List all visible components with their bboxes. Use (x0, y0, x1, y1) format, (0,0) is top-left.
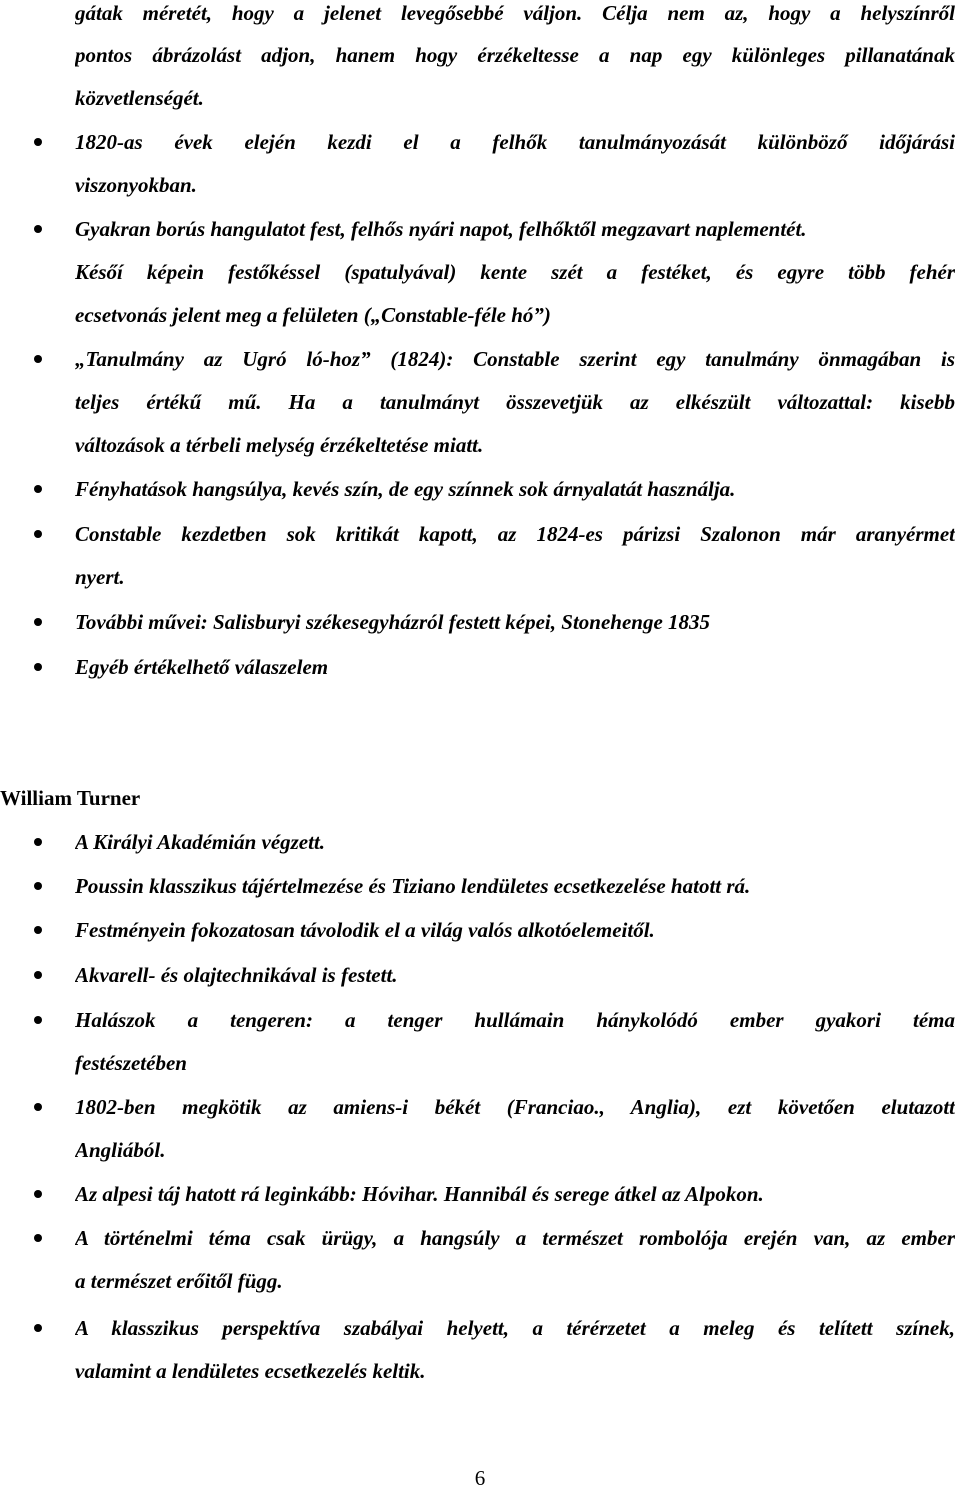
list-item-line: További művei: Salisburyi székesegyházról festett képei, Stonehenge 1835 (75, 610, 711, 634)
list-item-line: 1802-ben megkötik az amiens-i békét (Franciao., Anglia), ezt követően elutazott (75, 1095, 955, 1119)
list-item-line: Későí képein festőkéssel (spatulyával) kente szét a festéket, és egyre több fehér (75, 260, 955, 284)
bullet-icon (34, 971, 42, 979)
bullet-icon (34, 138, 42, 146)
list-item-line: Gyakran borús hangulatot fest, felhős nyári napot, felhőktől megzavart naplementét. (75, 217, 807, 241)
paragraph-line: gátak méretét, hogy a jelenet levegősebbé váljon. Célja nem az, hogy a helyszínről (75, 1, 955, 25)
list-item-line: viszonyokban. (75, 173, 197, 197)
bullet-icon (34, 1016, 42, 1024)
list-item-line: „Tanulmány az Ugró ló-hoz” (1824): Constable szerint egy tanulmány önmagában is (75, 347, 955, 371)
bullet-icon (34, 838, 42, 846)
list-item-line: Az alpesi táj hatott rá leginkább: Hóvihar. Hannibál és serege átkel az Alpokon. (75, 1182, 764, 1206)
bullet-icon (34, 663, 42, 671)
list-item-line: Akvarell- és olajtechnikával is festett. (75, 963, 398, 987)
list-item-line: A Királyi Akadémián végzett. (75, 830, 326, 854)
list-item-line: Festményein fokozatosan távolodik el a világ valós alkotóelemeitől. (75, 918, 655, 942)
list-item-line: Fényhatások hangsúlya, kevés szín, de egy színnek sok árnyalatát használja. (75, 477, 736, 501)
list-item-line: A klasszikus perspektíva szabályai helyett, a térérzetet a meleg és telített színek, (75, 1316, 955, 1340)
bullet-icon (34, 1324, 42, 1332)
list-item-line: Poussin klasszikus tájértelmezése és Tiziano lendületes ecsetkezelése hatott rá. (75, 874, 751, 898)
bullet-icon (34, 225, 42, 233)
list-item-line: ecsetvonás jelent meg a felületen („Constable-féle hó”) (75, 303, 551, 327)
bullet-icon (34, 485, 42, 493)
list-item-line: Constable kezdetben sok kritikát kapott, az 1824-es párizsi Szalonon már aranyérmet (75, 522, 955, 546)
bullet-icon (34, 1190, 42, 1198)
list-item-line: A történelmi téma csak ürügy, a hangsúly a természet rombolója erején van, az ember (75, 1226, 955, 1250)
list-item-line: nyert. (75, 565, 125, 589)
list-item-line: Angliából. (75, 1138, 166, 1162)
bullet-icon (34, 1103, 42, 1111)
list-item-line: valamint a lendületes ecsetkezelés keltik. (75, 1359, 426, 1383)
bullet-icon (34, 882, 42, 890)
list-item-line: a természet erőitől függ. (75, 1269, 283, 1293)
list-item-line: 1820-as évek elején kezdi el a felhők tanulmányozását különböző időjárási (75, 130, 955, 154)
paragraph-line: pontos ábrázolást adjon, hanem hogy érzékeltesse a nap egy különleges pillanatának (75, 43, 955, 67)
list-item-line: változások a térbeli melység érzékeltetése miatt. (75, 433, 484, 457)
list-item-line: festészetében (75, 1051, 187, 1075)
bullet-icon (34, 1234, 42, 1242)
list-item-line: Egyéb értékelhető válaszelem (75, 655, 329, 679)
paragraph-line: közvetlenségét. (75, 86, 204, 110)
section-heading: William Turner (0, 786, 141, 810)
list-item-line: Halászok a tengeren: a tenger hullámain hánykolódó ember gyakori téma (75, 1008, 955, 1032)
bullet-icon (34, 926, 42, 934)
bullet-icon (34, 530, 42, 538)
bullet-icon (34, 355, 42, 363)
list-item-line: teljes értékű mű. Ha a tanulmányt összevetjük az elkészült változattal: kisebb (75, 390, 955, 414)
bullet-icon (34, 618, 42, 626)
page-number: 6 (474, 1466, 486, 1490)
